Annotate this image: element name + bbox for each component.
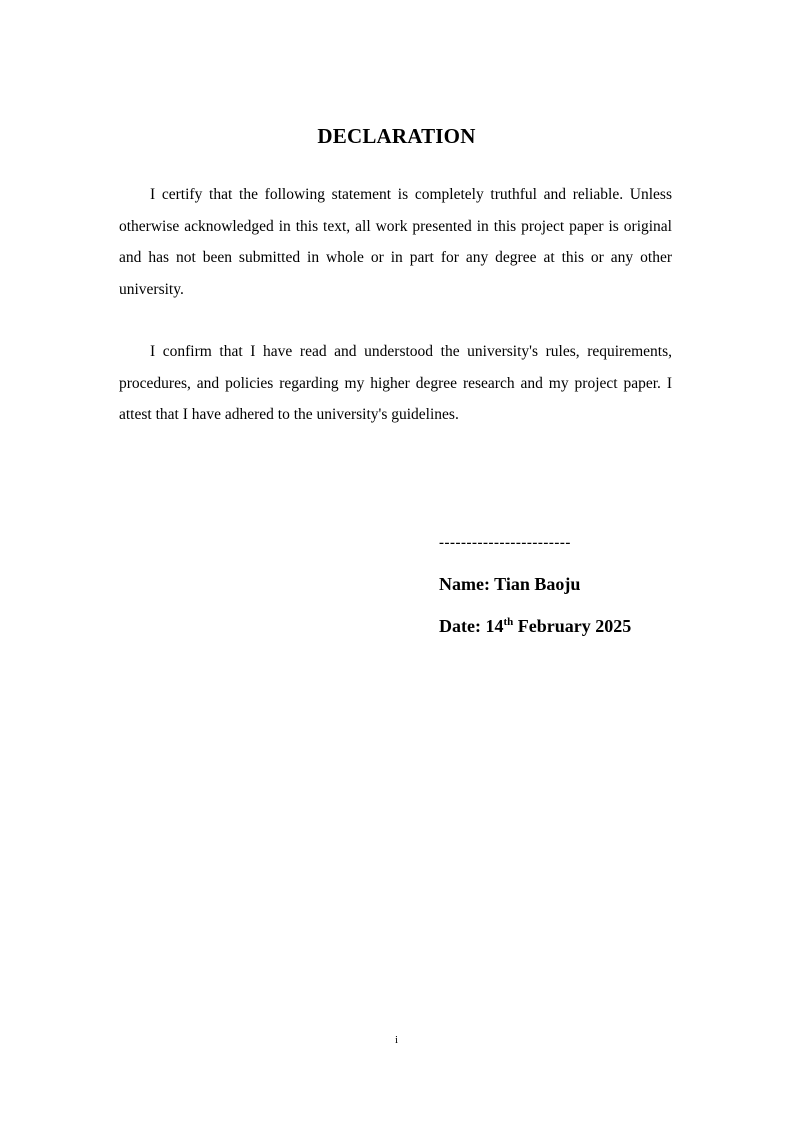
signature-block (439, 530, 739, 637)
page-title: DECLARATION (317, 124, 476, 148)
name-value: Tian Baoju (494, 574, 581, 594)
declaration-paragraph-2: I confirm that I have read and understood the university's rules, requirements, procedures, and policies regarding my higher degree research and my project paper. I attest that I have adhered to the university's guidelines. (119, 343, 672, 423)
page-number: i (394, 1034, 399, 1046)
name-label: Name: (439, 574, 495, 594)
signing-date (439, 615, 739, 637)
declaration-paragraph-1: I certify that the following statement is completely truthful and reliable. Unless otherwise acknowledged in this text, all work presented in this project paper is original and has not been submitted in whole or in part for any degree at this or any other university. (119, 186, 672, 298)
date-ordinal-suffix: th (503, 616, 514, 628)
date-day: 14 (485, 616, 504, 636)
signer-name (439, 573, 739, 595)
date-label: Date: (439, 616, 486, 636)
signature-line: ------------------------ (439, 535, 571, 551)
date-rest: February 2025 (513, 616, 632, 636)
